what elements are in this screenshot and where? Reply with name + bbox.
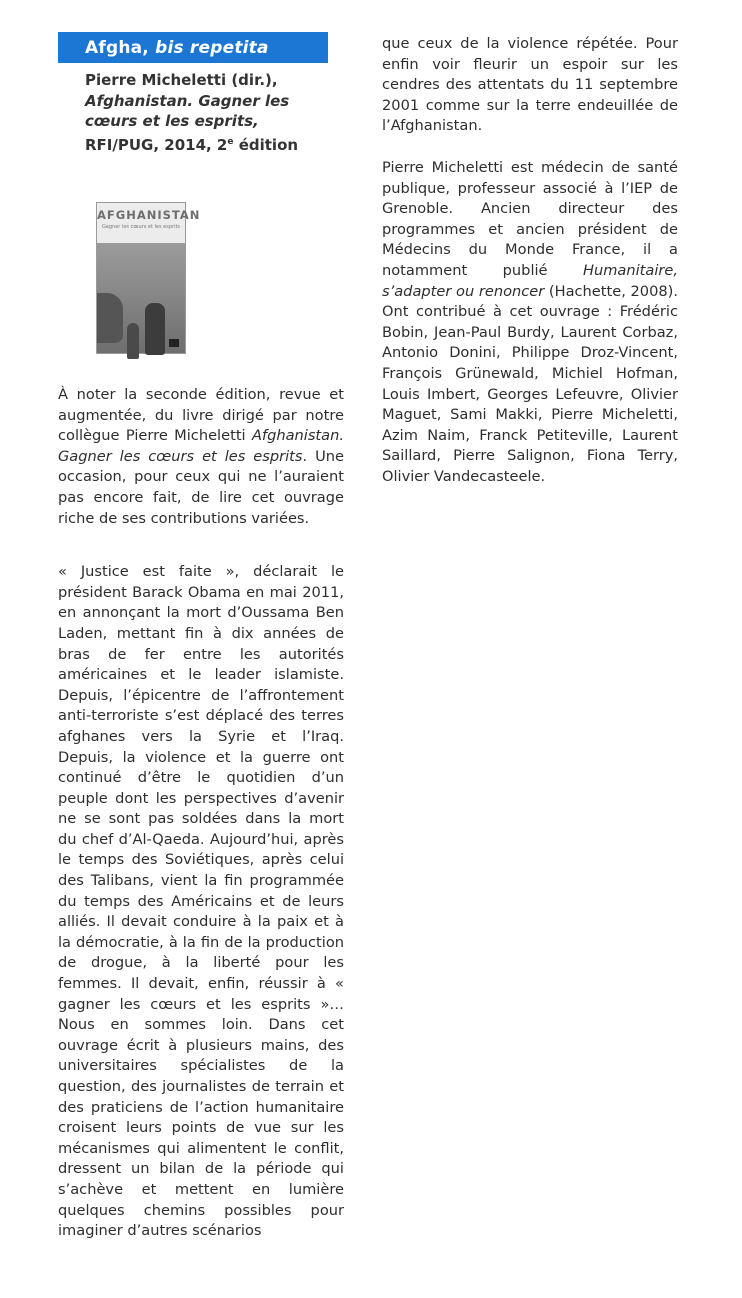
- book-title-italic-2: cœurs et les esprits,: [85, 112, 259, 130]
- cover-horse-shape: [97, 293, 123, 343]
- bio-text-2: (Hachette, 2008). Ont contribué à cet ouvrage : Frédéric Bobin, Jean-Paul Burdy, Laurent Corbaz, Antonio Donini, Philippe Droz-Vincent, François Grünewald, Michiel Hofman, Louis Imbert, Georges Lefeuvre, Olivier Maguet, Sami Makki, Pierre Micheletti, Azim Naim, Franck Petiteville, Laurent Saillard, Pierre Salignon, Fiona Terry, Olivier Vandecasteele.: [382, 282, 678, 485]
- edition-superscript: e: [227, 136, 234, 147]
- cover-figure-child: [127, 323, 139, 359]
- book-cover-image: [96, 202, 201, 354]
- edition-suffix: édition: [233, 135, 299, 154]
- book-reference: [58, 70, 344, 155]
- cover-photo: [97, 243, 185, 353]
- bio-book-title: Humanitaire, s’adapter ou renoncer: [382, 261, 678, 300]
- section-title-banner: [58, 32, 328, 63]
- right-column: [382, 34, 678, 502]
- intro-text-1: À noter la seconde édition, revue et augmentée, du livre dirigé par notre collègue Pierre Micheletti: [58, 386, 344, 445]
- title-plain: Afgha,: [85, 37, 156, 58]
- cover-subtitle: Gagner les cœurs et les esprits: [101, 224, 181, 230]
- continuation-paragraph: que ceux de la violence répétée. Pour enfin voir fleurir un espoir sur les cendres des attentats du 11 septembre 2001 comme sur la terre endeuillée de l’Afghanistan.: [382, 35, 678, 135]
- publisher-logo-icon: [169, 339, 179, 347]
- book-publisher: [85, 132, 344, 156]
- book-author: Pierre Micheletti (dir.),: [85, 71, 278, 89]
- left-column: [58, 32, 344, 1256]
- author-bio-paragraph: [382, 158, 678, 488]
- book-title-line2: [85, 111, 344, 132]
- cover-figure-adult: [145, 303, 165, 355]
- cover-title: AFGHANISTAN: [97, 208, 201, 222]
- title-italic: bis repetita: [155, 37, 269, 58]
- section-title: [85, 38, 269, 58]
- publisher-text: RFI/PUG, 2014, 2: [85, 135, 228, 154]
- cover-title-area: [97, 203, 201, 243]
- book-title-italic-1: Afghanistan. Gagner les: [85, 91, 290, 110]
- intro-paragraph: [58, 385, 344, 529]
- book-title-line1: [85, 91, 344, 112]
- bio-text-1: Pierre Micheletti est médecin de santé publique, professeur associé à l’IEP de Grenoble. Ancien directeur des programmes et ancien président de Médecins du Monde France, il a notamment publié: [382, 158, 678, 279]
- intro-text-2: . Une occasion, pour ceux qui ne l’auraient pas encore fait, de lire cet ouvrage riche de ses contributions variées.: [58, 447, 345, 527]
- intro-book-title: Afghanistan. Gagner les cœurs et les esprits: [58, 427, 344, 465]
- main-paragraph: « Justice est faite », déclarait le président Barack Obama en mai 2011, en annonçant la mort d’Oussama Ben Laden, mettant fin à dix années de bras de fer entre les autorités américaines et le leader islamiste. Depuis, l’épicentre de l’affrontement anti-terroriste s’est déplacé des terres afghanes vers la Syrie et l’Iraq. Depuis, la violence et la guerre ont continué d’être le quotidien d’un peuple dont les perspectives d’avenir ne se sont pas soldées dans la mort du chef d’Al-Qaeda. Aujourd’hui, après le temps des Soviétiques, après celui des Talibans, vient la fin programmée du temps des Américains et de leurs alliés. Il devait conduire à la paix et à la démocratie, à la fin de la production de drogue, à la liberté pour les femmes. Il devait, enfin, réussir à « gagner les cœurs et les esprits »… Nous en sommes loin. Dans cet ouvrage écrit à plusieurs mains, des universitaires spécialistes de la question, des journalistes de terrain et des praticiens de l’action humanitaire croisent leurs points de vue sur les mécanismes qui alimentent le conflit, dressent un bilan de la période qui s’achève et mettent en lumière quelques chemins possibles pour imaginer d’autres scénarios: [58, 563, 344, 1240]
